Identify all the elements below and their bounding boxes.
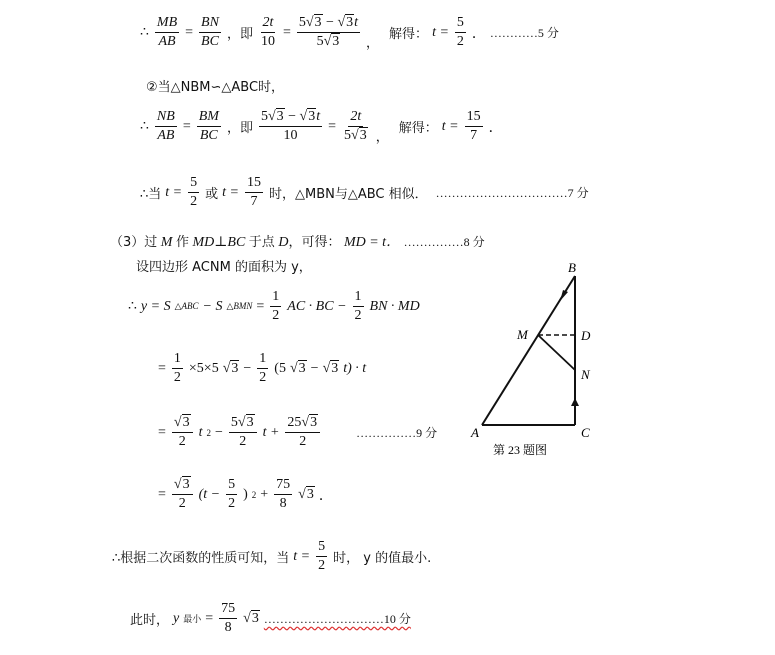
arrow-c-to-n — [571, 398, 579, 406]
frac-5root3-2: $\frac{5√3}{2}$ — [229, 414, 257, 451]
ratio-mb-ab: $\frac{MB}{AB}$ — [156, 15, 178, 49]
ratio-nb-ab: $\frac{NB}{AB}$ — [156, 109, 175, 143]
figure-caption: 第 23 题图 — [493, 443, 548, 457]
frac-root3-2: $\frac{√3}{2}$ — [172, 414, 193, 451]
t-value-15-7: $\frac{15}{7}$ — [246, 175, 261, 209]
area-equation: ∴ y = S △ABC − S △BMN = $\frac{1}{2}$ AC · BC − $\frac{1}{2}$ BN · MD — [128, 289, 420, 323]
equation-step-3: = $\frac{√3}{2}$ t 2 − $\frac{5√3}{2}$ t + $\frac{25√3}{2}$ ……………9 分 — [158, 415, 438, 449]
label-a: A — [471, 425, 479, 440]
half-4: $\frac{1}{2}$ — [259, 351, 267, 385]
arrow-b-to-m — [560, 290, 568, 301]
frac-5-2: $\frac{5}{2}$ — [228, 477, 236, 511]
label-b: B — [568, 260, 576, 275]
label-m: M — [517, 327, 528, 342]
t-min-5-2: $\frac{5}{2}$ — [318, 539, 326, 573]
answer-15-7: $\frac{15}{7}$ — [466, 109, 481, 143]
equation-step-2: = $\frac{1}{2}$ ×5×5 √3 − $\frac{1}{2}$ (5 √3 − √3 t) · t — [158, 351, 367, 385]
solution-line-2: ∴ $\frac{NB}{AB}$ = $\frac{BM}{BC}$ ，即 $\frac{5√3 - √3t}{10}$ = $\frac{2t}{5√3}$ ， 解得： t = $\frac{15}{7}$ ． — [140, 109, 503, 145]
fraction-lhs-2: $\frac{5√3 - √3t}{10}$ — [260, 109, 321, 143]
label-n: N — [581, 367, 590, 382]
frac-75-8-final: $\frac{75}{8}$ — [221, 601, 236, 635]
half-2: $\frac{1}{2}$ — [354, 289, 362, 323]
fraction-2t-10: $\frac{2t}{10}$ — [260, 15, 275, 49]
frac-root3-2-b: $\frac{√3}{2}$ — [172, 476, 193, 513]
frac-25root3-2: $\frac{25√3}{2}$ — [285, 414, 320, 451]
let-area-line: 设四边形 ACNM 的面积为 y， — [136, 260, 312, 275]
case-2-heading: ②当△NBM∽△ABC时， — [146, 80, 285, 95]
label-c: C — [581, 425, 590, 440]
therefore-symbol: ∴ — [140, 25, 149, 40]
score-9: ……………9 分 — [356, 426, 438, 440]
half-1: $\frac{1}{2}$ — [272, 289, 280, 323]
part-3-line: （3）过 M 作 MD⊥BC 于点 D，可得： MD = t． ……………8 分 — [110, 235, 485, 250]
conclusion-line: ∴根据二次函数的性质可知，当 t = $\frac{5}{2}$ 时， y 的值最小. — [112, 539, 432, 573]
equation-step-4: = $\frac{√3}{2}$ (t − $\frac{5}{2}$ ) 2 + $\frac{75}{8}$ √3 ． — [158, 477, 333, 511]
score-8: ……………8 分 — [403, 235, 485, 249]
answer-5-2: $\frac{5}{2}$ — [456, 15, 464, 49]
fraction-rhs-2: $\frac{2t}{5√3}$ — [344, 109, 367, 143]
t-value-5-2: $\frac{5}{2}$ — [190, 175, 198, 209]
score-5: …………5 分 — [489, 26, 559, 40]
triangle-figure — [455, 258, 605, 463]
score-10: …………………………10 分 — [263, 612, 411, 626]
ratio-bm-bc: $\frac{BM}{BC}$ — [198, 109, 219, 143]
fraction-rhs-1: $\frac{5√3 - √3t}{5√3}$ — [298, 15, 359, 49]
score-7: ……………………………7 分 — [435, 186, 589, 200]
ratio-bn-bc: $\frac{BN}{BC}$ — [201, 15, 219, 49]
solution-line-3: ∴当 t = $\frac{5}{2}$ 或 t = $\frac{15}{7}$ 时，△MBN与△ABC 相似． ……………………………7 分 — [140, 175, 589, 209]
solution-line-1: ∴ $\frac{MB}{AB}$ = $\frac{BN}{BC}$ ，即 $\frac{2t}{10}$ = $\frac{5√3 - √3t}{5√3}$ ， 解得： t = $\frac{5}{2}$ ． …………5 分 — [140, 15, 559, 51]
label-d: D — [581, 328, 591, 343]
final-line: 此时， y 最小 = $\frac{75}{8}$ √3 …………………………10 分 — [130, 601, 411, 635]
frac-75-8: $\frac{75}{8}$ — [276, 477, 291, 511]
segment-mn — [538, 335, 575, 370]
half-3: $\frac{1}{2}$ — [173, 351, 181, 385]
